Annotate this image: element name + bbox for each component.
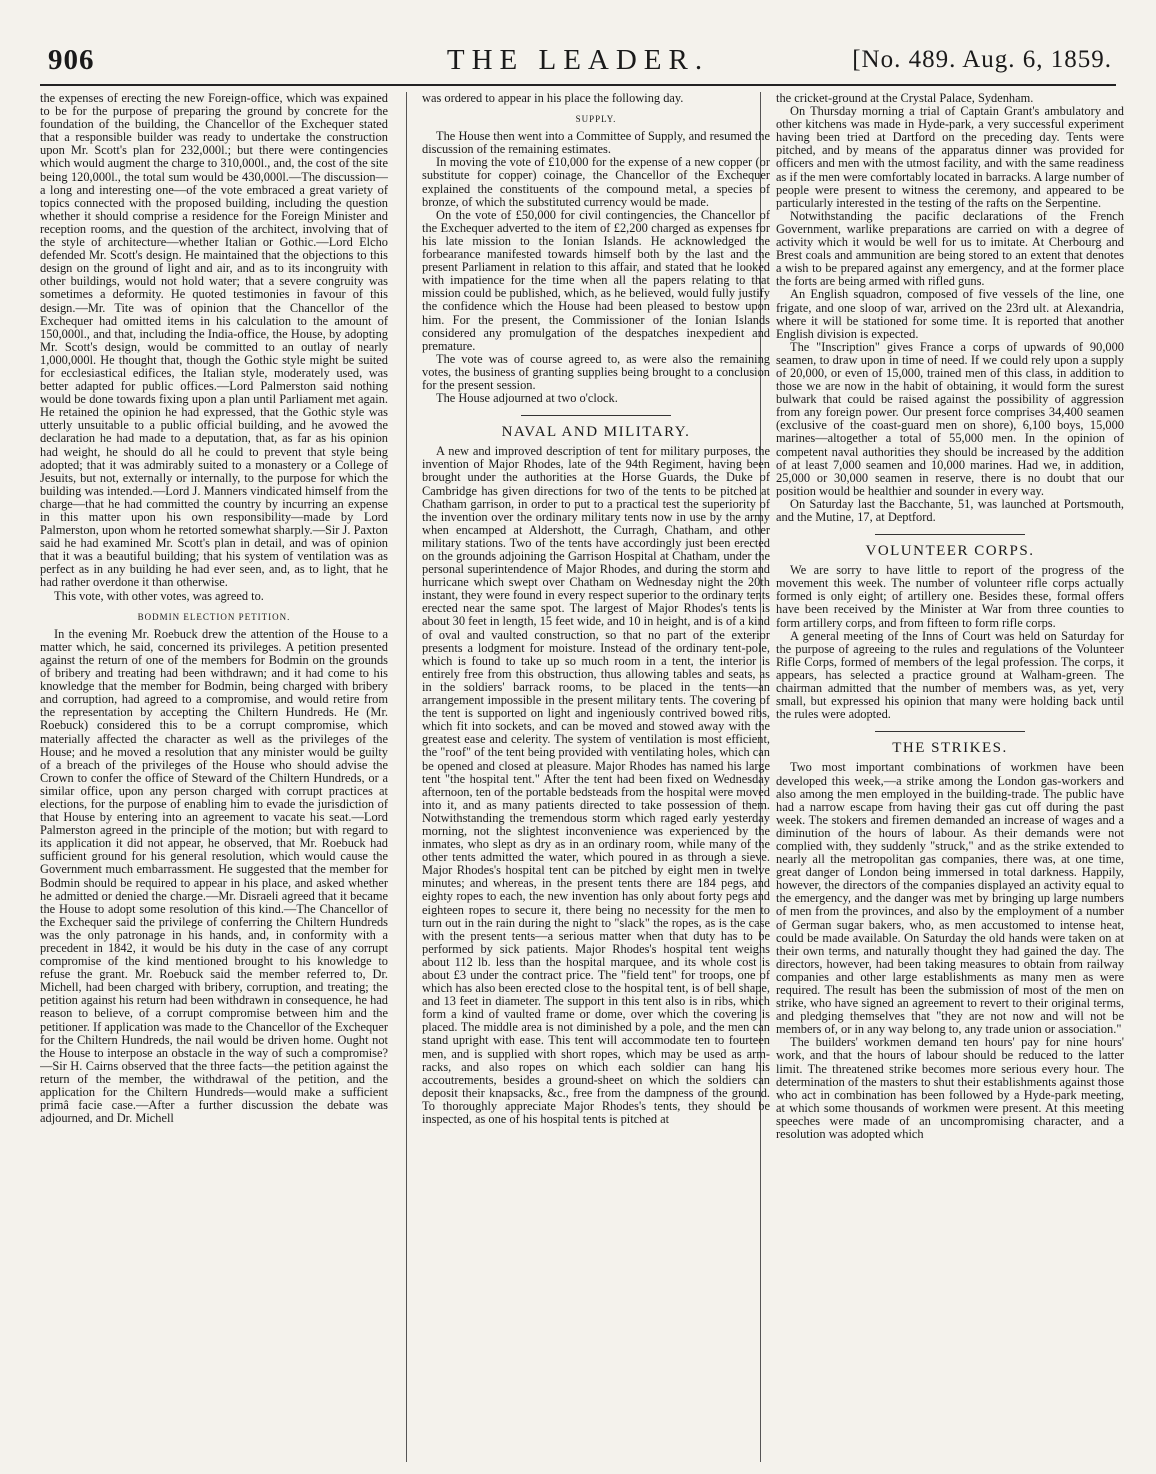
section-subheading: SUPPLY. bbox=[575, 114, 617, 125]
page-number: 906 bbox=[48, 44, 95, 76]
paragraph: the expenses of erecting the new Foreign-office, which was expained to be for the purpose of preparing the ground by concrete for the foundation of the building, the Chancellor of the Exchequer stated that a responsible builder was ready to undertake the construction upon Mr. Scott's plan for 232,000l.; but there were contingencies which would augment the charge to 310,000l., and, the cost of the site being 120,000l., the total sum would be 430,000l.—The discussion—a long and interesting one—of the vote embraced a great variety of topics connected with the proposed building, including the question whether it should comprise a residence for the Foreign Minister and reception rooms, and the question of the architect, involving that of the style of architecture—whether Italian or Gothic.—Lord Elcho defended Mr. Scott's design. He maintained that the objections to this design on the ground of light and air, and as to its incongruity with other buildings, would not hold water; that a severe congruity was sometimes a deformity. He quoted testimonies in favour of this design.—Mr. Tite was of opinion that the Chancellor of the Exchequer had omitted items in his calculation to the amount of 150,000l., and that, including the India-office, the House, by adopting Mr. Scott's design, would be committed to an outlay of nearly 1,000,000l. He thought that, though the Gothic style might be suited for ecclesiastical edifices, the Italian style, moderately used, was better adapted for public offices.—Lord Palmerston said nothing would be done towards fixing upon a plan until Parliament met again. He retained the opinion he had expressed, that the Gothic style was utterly unsuitable to a public official building, and he avowed the declaration he had made to a deputation, that, as far as his opinion had weight, he should do all he could to prevent that style being adopted; that it was admirably suited to a monastery or a College of Jesuits, but not, externally or internally, to the purpose for which the building was intended.—Lord J. Manners vindicated himself from the charge—that he had committed the country by incurring an expense in this matter upon his own responsibility—made by Lord Palmerston, upon whom he retorted somewhat sharply.—Sir J. Paxton said he had examined Mr. Scott's plan in detail, and was of opinion that it was a beautiful building; that his system of ventilation was as perfect as in any building he had ever seen, and, as to light, that he had rather overdone it than otherwise. bbox=[40, 92, 388, 590]
paragraph: The House adjourned at two o'clock. bbox=[436, 391, 618, 406]
issue-date: [No. 489. Aug. 6, 1859. bbox=[852, 46, 1112, 73]
paragraph: We are sorry to have little to report of the progress of the movement this week. The number of volunteer rifle corps actually formed is only eight; of artillery one. Besides these, formal offers have been received by the Minister at War from three counties to form artillery corps, and from fifteen to form rifle corps. bbox=[776, 563, 1124, 630]
paragraph: The House then went into a Committee of Supply, and resumed the discussion of the remaining estimates. bbox=[422, 129, 770, 157]
newspaper-title: THE LEADER. bbox=[446, 44, 710, 76]
section-divider bbox=[875, 534, 1025, 535]
paragraph: On Thursday morning a trial of Captain Grant's ambulatory and other kitchens was made in Hyde-park, a very successful experiment having been tried at Dartford on the preceding day. Tents were pitched, and by means of the apparatus dinner was provided for officers and men with the utmost facility, and with the same readiness as if the men were comfortably located in barracks. A large number of people were present to witness the ceremony, and appeared to be particularly interested in the testing of the rafts on the Serpentine. bbox=[776, 104, 1124, 210]
paragraph: The builders' workmen demand ten hours' pay for nine hours' work, and that the hours of labour should be reduced to the latter limit. The threatened strike becomes more serious every hour. The determination of the masters to shut their establishments against those who act in combination has been followed by a Hyde-park meeting, at which some thousands of workmen were present. At this meeting speeches were made of an uncompromising character, and a resolution was adopted which bbox=[776, 1035, 1124, 1142]
column-2 bbox=[422, 92, 770, 1462]
paragraph: The vote was of course agreed to, as were also the remaining votes, the business of granting supplies being brought to a conclusion for the present session. bbox=[422, 351, 770, 392]
paragraph: This vote, with other votes, was agreed to. bbox=[54, 588, 264, 603]
paragraph: the cricket-ground at the Crystal Palace, Sydenham. bbox=[776, 92, 1034, 105]
column-3 bbox=[776, 92, 1124, 1462]
paragraph: Two most important combinations of workmen have been developed this week,—a strike among the London gas-workers and also among the men employed in the building-trade. The public have had a narrow escape from having their gas cut off during the past week. The stokers and firemen demanded an increase of wages and a diminution of the hours of labour. As their demands were not complied with, they suddenly "struck," and as the strike extended to nearly all the metropolitan gas companies, there was, at one time, great danger of London being immersed in total darkness. Happily, however, the directors of the companies displayed an activity equal to the emergency, and the danger was met by bringing up large numbers of men from the provinces, and also by the employment of a number of German sugar bakers, who, as men accustomed to intense heat, could be made available. On Saturday the old hands were taken on at their own terms, and naturally thought they had gained the day. The directors, however, had been taking measures to obtain from railway companies and other large establishments as many men as were required. The result has been the submission of most of the men on strike, who have signed an agreement to revert to their original terms, and pledging themselves that "they are not now and will not be members of, or in any way belong to, any trade union or association." bbox=[776, 760, 1124, 1037]
paragraph: A new and improved description of tent for military purposes, the invention of Major Rhodes, late of the 94th Regiment, having been brought under the authorities at the Horse Guards, the Duke of Cambridge has given directions for two of the tents to be pitched at Chatham garrison, in order to put to a practical test the superiority of the invention over the ordinary military tents now in use by the army when encamped at Aldershott, the Curragh, Chatham, and other military stations. Two of the tents have accordingly just been erected on the grounds adjoining the Garrison Hospital at Chatham, under the personal superintendence of Major Rhodes, and during the storm and hurricane which swept over Chatham on Wednesday night the 20th instant, they were found in every respect superior to the ordinary tents erected near the same spot. The largest of Major Rhodes's tents is about 30 feet in length, 15 feet wide, and 10 in height, and is of a kind of oval and vaulted construction, so that no part of the exterior presents a lodgment for moisture. Instead of the ordinary tent-pole, which is found to take up so much room in a tent, the interior is entirely free from this obstruction, thus allowing tables and seats, as in the soldiers' barrack rooms, to be placed in the tents—an arrangement impossible in the present military tents. The covering of the tent is supported on light and ingeniously contrived bowed ribs, which fit into sockets, and can be moved and stowed away with the greatest ease and celerity. The system of ventilation is most efficient, the "roof" of the tent being provided with ventilating holes, which can be opened and closed at pleasure. Major Rhodes has named his large tent "the hospital tent." After the tent had been fixed on Wednesday afternoon, ten of the portable bedsteads from the hospital were moved into it, and as many patients directed to take possession of them. Notwithstanding the tremendous storm which raged early yesterday morning, not the slightest inconvenience was experienced by the inmates, who slept as dry as in an ordinary room, while many of the other tents admitted the water, which poured in as through a sieve. Major Rhodes's hospital tent can be pitched by eight men in twelve minutes; and whereas, in the present tents there are 184 pegs, and eighty ropes to each, the new invention has only about forty pegs and eighteen ropes to secure it, there being no necessity for the men to turn out in the rain during the night to "slack" the ropes, as is the case with the present tents—a serious matter when that duty has to be performed by sick patients. Major Rhodes's hospital tent weighs about 112 lb. less than the hospital marquee, and its whole cost is about £3 under the contract price. The "field tent" for troops, one of which has also been erected close to the hospital tent, is of bell shape, and 13 feet in diameter. The support in this tent also is in ribs, which form a kind of vaulted frame or dome, over which the covering is placed. The middle area is not diminished by a pole, and the men can stand upright with ease. This tent will accommodate ten to fourteen men, and is supplied with short ropes, which may be used as arm-racks, and also ropes on which each soldier can hang his accoutrements, besides a ground-sheet on which the soldiers can deposit their knapsacks, &c., free from the dampness of the ground. To thoroughly appreciate Major Rhodes's tents, they should be inspected, as one of his hospital tents is pitched at bbox=[422, 444, 770, 1127]
article-columns bbox=[40, 92, 1124, 1462]
section-subheading: BODMIN ELECTION PETITION. bbox=[137, 611, 291, 622]
section-heading: NAVAL AND MILITARY. bbox=[501, 424, 691, 441]
paragraph: Notwithstanding the pacific declarations of the French Government, warlike preparations are carried on with a degree of activity which it would be well for us to imitate. At Cherbourg and Brest coals and ammunition are being stored to an extent that denotes a wish to be prepared against any emergency, and at the former place the forts are being armed with rifled guns. bbox=[776, 208, 1124, 289]
section-divider bbox=[521, 415, 671, 416]
paragraph: A general meeting of the Inns of Court was held on Saturday for the purpose of agreeing to the rules and regulations of the Volunteer Rifle Corps, formed of members of the legal profession. The corps, it appears, has selected a practice ground at Walham-green. The chairman admitted that the number of members was, as yet, very small, but expressed his opinion that many were holding back until the rules were adopted. bbox=[776, 628, 1124, 722]
column-1 bbox=[40, 92, 388, 1462]
section-heading: VOLUNTEER CORPS. bbox=[865, 543, 1035, 560]
paragraph: The "Inscription" gives France a corps of upwards of 90,000 seamen, to draw upon in time of need. If we could rely upon a supply of 20,000, or even of 15,000, trained men of this class, in addition to those we are now in the habit of obtaining, it would form the surest bulwark that could be raised against the possibility of aggression from any foreign power. Our present force comprises 34,400 seamen (exclusive of the coast-guard men on shore), 6,100 boys, 15,000 marines—altogether a total of 55,000 men. In the opinion of competent naval authorities they should be increased by the addition of at least 7,000 seamen and 10,000 marines. Had we, in addition, 25,000 or 30,000 seamen in reserve, there is no doubt that our position would be healthier and sounder in every way. bbox=[776, 339, 1124, 498]
paragraph: On the vote of £50,000 for civil contingencies, the Chancellor of the Exchequer adverted to the item of £2,200 charged as expenses for his late mission to the Ionian Islands. He acknowledged the forbearance manifested towards himself both by the last and the present Parliament in relation to this affair, and stated that he looked with impatience for the time when all the papers relating to that mission could be published, which, as he believed, would fully justify the confidence which the House had been pleased to bestow upon him. For the present, the Commissioner of the Ionian Islands considered any promulgation of the despatches inexpedient and premature. bbox=[422, 207, 770, 353]
section-divider bbox=[875, 731, 1025, 732]
paragraph: On Saturday last the Bacchante, 51, was launched at Portsmouth, and the Mutine, 17, at Deptford. bbox=[776, 496, 1124, 524]
paragraph: was ordered to appear in his place the following day. bbox=[422, 92, 684, 105]
paragraph: An English squadron, composed of five vessels of the line, one frigate, and one sloop of war, arrived on the 23rd ult. at Alexandria, where it will be stationed for some time. It is reported that another English division is expected. bbox=[776, 287, 1124, 341]
masthead bbox=[40, 44, 1116, 86]
section-heading: THE STRIKES. bbox=[892, 740, 1008, 757]
paragraph: In the evening Mr. Roebuck drew the attention of the House to a matter which, he said, concerned its privileges. A petition presented against the return of one of the members for Bodmin on the grounds of bribery and treating had been withdrawn; and it had come to his knowledge that the member for Bodmin, being charged with bribery and corruption, had agreed to a compromise, and would retire from the representation by accepting the Chiltern Hundreds. He (Mr. Roebuck) considered this to be a corrupt compromise, which materially affected the character as well as the privileges of the House; and he moved a resolution that any minister would be guilty of a breach of the privileges of the House who should advise the Crown to confer the office of Steward of the Chiltern Hundreds, or a similar office, upon any person charged with corrupt practices at elections, for the purpose of enabling him to evade the jurisdiction of that House by entering into an agreement to vacate his seat.—Lord Palmerston agreed in the principle of the motion; but with regard to its application it did not appear, he observed, that Mr. Roebuck had sufficient ground for his general resolution, which would cause the Government much embarrassment. He suggested that the member for Bodmin should be required to appear in his place, and asked whether he admitted or denied the charge.—Mr. Disraeli agreed that it became the House to adopt some resolution of this kind.—The Chancellor of the Exchequer said the privilege of conferring the Chiltern Hundreds was the only patronage in his hands, and, in conformity with a precedent in 1842, it would be his duty in the case of any corrupt compromise of the kind mentioned brought to his knowledge to refuse the grant. Mr. Roebuck said the member referred to, Dr. Michell, had been charged with bribery, corruption, and treating; the petition against his return had been withdrawn in consequence, he had reason to believe, of a corrupt compromise between him and the petitioner. If application was made to the Chancellor of the Exchequer for the Chiltern Hundreds, the nail would be driven home. Ought not the House to interpose an obstacle in the way of such a compromise?—Sir H. Cairns observed that the three facts—the petition against the return of the member, the withdrawal of the petition, and the application for the Chiltern Hundreds—would make a sufficient primâ facie case.—After a further discussion the debate was adjourned, and Dr. Michell bbox=[40, 626, 388, 1126]
column-divider bbox=[406, 92, 407, 1462]
paragraph: In moving the vote of £10,000 for the expense of a new copper (or substitute for copper) coinage, the Chancellor of the Exchequer explained the constituents of the compound metal, a species of bronze, of which the substituted currency would be made. bbox=[422, 155, 770, 209]
